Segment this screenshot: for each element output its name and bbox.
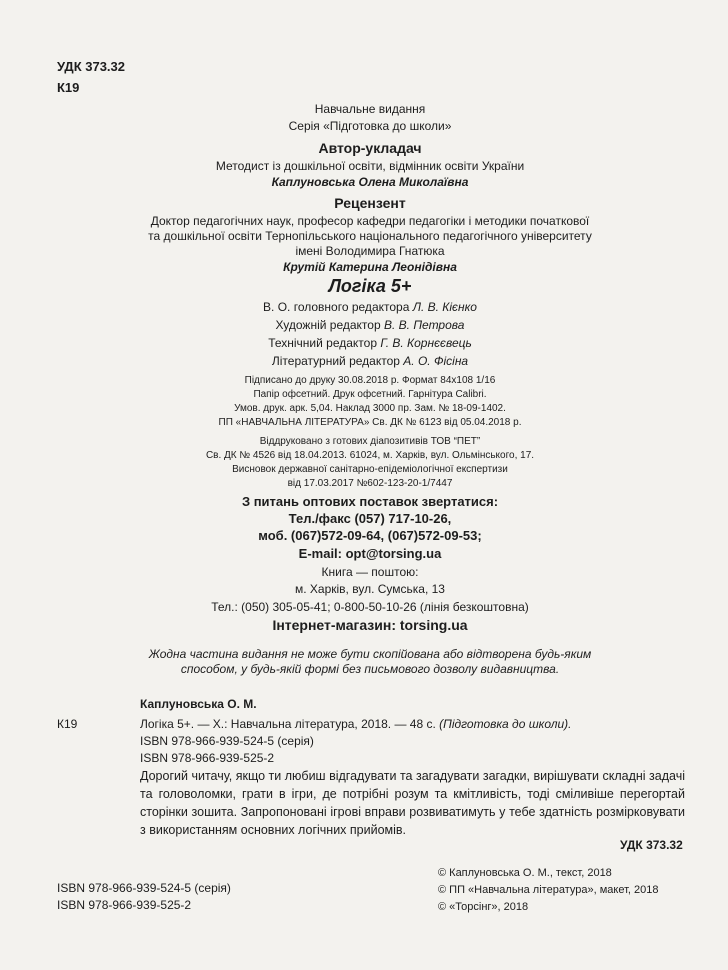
book-title: Логіка 5+	[328, 276, 412, 296]
mail-order-label: Книга — поштою:	[321, 565, 419, 579]
catalog-card-code: К19	[57, 717, 78, 731]
print-info-line: Папір офсетний. Друк офсетний. Гарнітура Calibri.	[253, 389, 487, 400]
edition-type: Навчальне видання	[314, 102, 426, 116]
printer-info-line: від 17.03.2017 №602-123-20-1/7447	[287, 478, 453, 489]
online-shop: Інтернет-магазин: torsing.ua	[272, 617, 468, 633]
bibliography-main: Логіка 5+. — Х.: Навчальна література, 2018. — 48 с.	[140, 717, 440, 731]
email: E-mail: opt@torsing.ua	[298, 546, 442, 561]
print-info-line: ПП «НАВЧАЛЬНА ЛІТЕРАТУРА» Св. ДК № 6123 від 05.04.2018 р.	[218, 417, 522, 428]
footer-isbn: ISBN 978-966-939-525-2	[57, 898, 192, 912]
printer-info-line: Св. ДК № 4526 від 18.04.2013. 61024, м. Харків, вул. Ольмінського, 17.	[205, 450, 535, 461]
catalog-card-author: Каплуновська О. М.	[140, 697, 257, 711]
printer-info-line: Віддруковано з готових діапозитивів ТОВ “ПЕТ”	[259, 436, 481, 447]
editor-role: В. О. головного редактора	[263, 300, 410, 314]
catalog-card-isbn: ISBN 978-966-939-524-5 (серія)	[140, 734, 314, 748]
bbk-code-top: К19	[57, 80, 80, 95]
editor-role: Технічний редактор	[268, 336, 378, 350]
editor-name: Г. В. Корнєєвець	[380, 336, 472, 350]
annotation: Дорогий читачу, якщо ти любиш відгадувати та загадувати загадки, вирішувати складні задачі та головоломки, грати в ігри, де потрібні розум та кмітливість, тоді сміливіше перегортай сторінки зошита. Запропоновані ігрові вправи розвиватимуть у тебе здатність розмірковувати з використанням основних логічних прийомів.	[140, 769, 685, 837]
copyright-notice: Жодна частина видання не може бути скопійована або відтворена будь-яким	[148, 647, 592, 661]
catalog-card-bibliography	[140, 717, 572, 731]
mail-order-phones: Тел.: (050) 305-05-41; 0-800-50-10-26 (лінія безкоштовна)	[211, 600, 529, 614]
bibliography-series: (Підготовка до школи).	[439, 717, 572, 731]
editor-name: А. О. Фісіна	[403, 354, 469, 368]
editor-line	[40, 300, 700, 314]
catalog-card-isbn: ISBN 978-966-939-525-2	[140, 751, 275, 765]
wholesale-heading: З питань оптових поставок звертатися:	[241, 494, 499, 509]
editor-role: Художній редактор	[275, 318, 381, 332]
tel-fax: Тел./факс (057) 717-10-26,	[288, 511, 452, 526]
editor-line	[40, 318, 700, 332]
editor-line	[40, 336, 700, 350]
editor-role: Літературний редактор	[271, 354, 400, 368]
reviewer-description-line: та дошкільної освіти Тернопільського національного педагогічного університету	[148, 229, 592, 243]
footer-copyright: © «Торсінг», 2018	[438, 901, 529, 913]
footer-isbn: ISBN 978-966-939-524-5 (серія)	[57, 881, 231, 895]
editor-name: В. В. Петрова	[383, 318, 465, 332]
author-heading: Автор-укладач	[318, 140, 422, 156]
reviewer-name: Крутій Катерина Леонідівна	[283, 260, 457, 274]
printer-info-line: Висновок державної санітарно-епідеміологічної експертизи	[232, 464, 508, 475]
footer-copyright: © Каплуновська О. М., текст, 2018	[438, 867, 612, 879]
mobile-phones: моб. (067)572-09-64, (067)572-09-53;	[258, 528, 482, 543]
author-position: Методист із дошкільної освіти, відмінник освіти України	[215, 159, 525, 173]
editor-line	[40, 354, 700, 368]
udk-code-bottom: УДК 373.32	[620, 838, 683, 852]
footer-copyright: © ПП «Навчальна література», макет, 2018	[438, 884, 659, 896]
print-info-line: Підписано до друку 30.08.2018 р. Формат 84х108 1/16	[244, 375, 496, 386]
print-info-line: Умов. друк. арк. 5,04. Наклад 3000 пр. Зам. № 18-09-1402.	[234, 403, 506, 414]
copyright-notice: способом, у будь-якій формі без письмового дозволу видавництва.	[180, 662, 560, 676]
mail-order-address: м. Харків, вул. Сумська, 13	[295, 582, 445, 596]
reviewer-description-line: Доктор педагогічних наук, професор кафедри педагогіки і методики початкової	[150, 214, 590, 228]
editor-name: Л. В. Кієнко	[412, 300, 477, 314]
udk-code-top: УДК 373.32	[57, 59, 125, 74]
author-name: Каплуновська Олена Миколаївна	[271, 175, 469, 189]
series-name: Серія «Підготовка до школи»	[288, 119, 452, 133]
reviewer-heading: Рецензент	[334, 195, 406, 211]
reviewer-description-line: імені Володимира Гнатюка	[295, 244, 445, 258]
